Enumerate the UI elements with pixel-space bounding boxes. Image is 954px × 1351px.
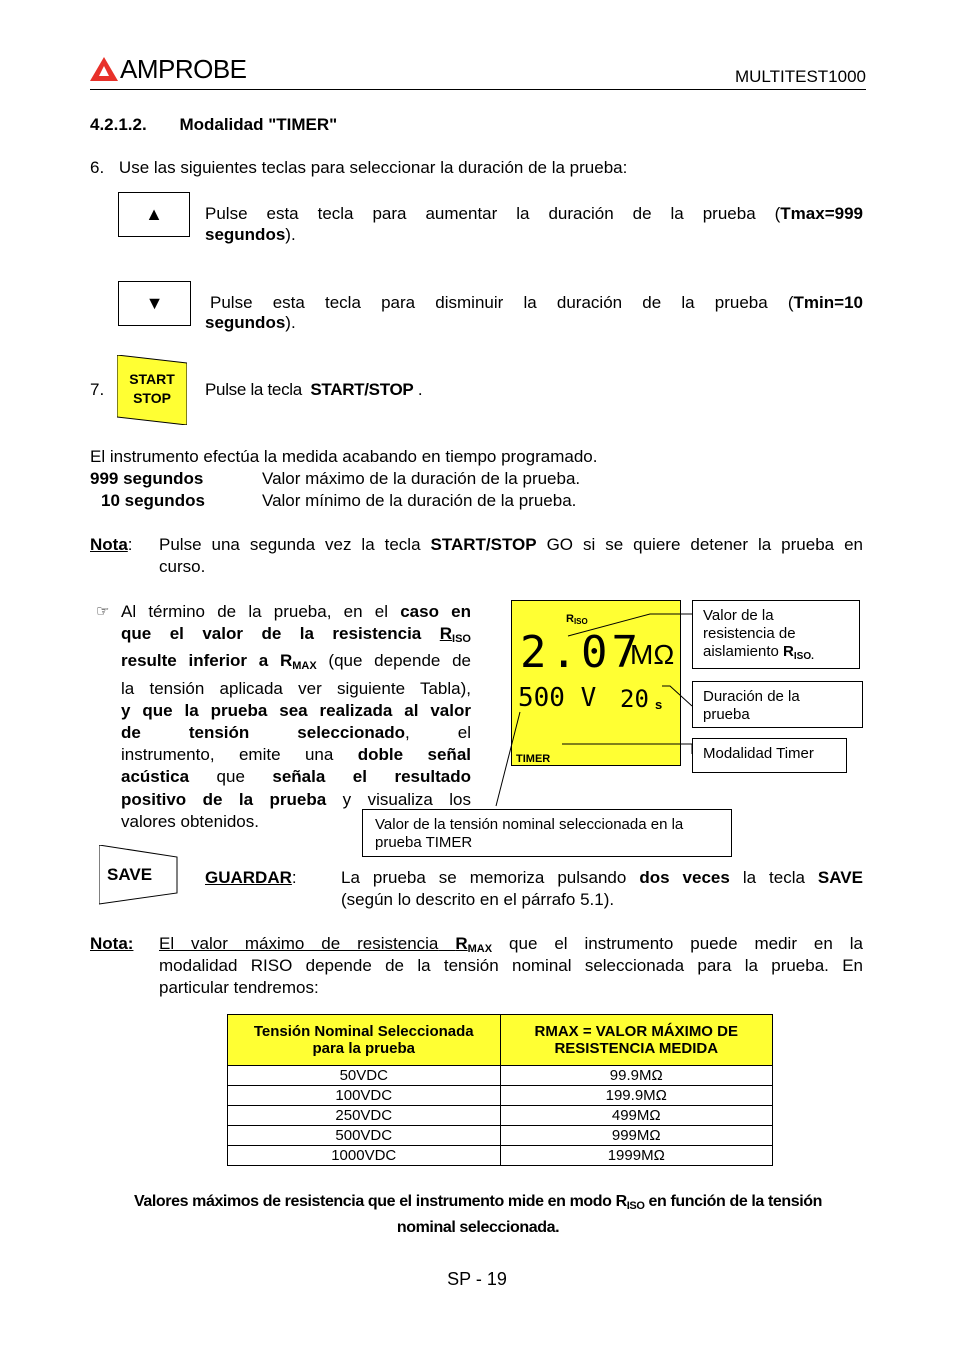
- section-title: Modalidad "TIMER": [179, 115, 338, 134]
- brand-name: AMPROBE: [120, 54, 247, 84]
- cell-rmax: 1999MΩ: [500, 1146, 773, 1166]
- result-row2-label: 10 segundos: [101, 491, 205, 510]
- table-header-voltage: Tensión Nominal Seleccionada para la prueba: [228, 1015, 501, 1066]
- lcd-riso-label: $R_{ISO}$: [566, 613, 588, 626]
- cell-rmax: 99.9MΩ: [500, 1066, 773, 1086]
- result-text: El instrumento efectúa la medida acabando en tiempo programado.: [90, 447, 598, 466]
- lcd-time: 20: [620, 685, 649, 713]
- result-row1-text: Valor máximo de la duración de la prueba.: [262, 469, 581, 488]
- lcd-resistance-value: 2.07: [520, 627, 642, 678]
- cell-voltage: 250VDC: [228, 1106, 501, 1126]
- pointing-hand-icon: ☞: [96, 603, 110, 620]
- note-2-line3: particular tendremos:: [159, 978, 319, 997]
- table-row: [228, 1106, 773, 1126]
- note-1-text-2: curso.: [159, 557, 206, 576]
- note-1-label: Nota:: [90, 535, 133, 554]
- rmax-table: [227, 1014, 773, 1166]
- model-name: MULTITEST1000: [734, 67, 866, 86]
- table-caption: Valores máximos de resistencia que el instrumento mide en modo $R_{ISO}$ en función de la tensión nominal seleccionada.: [133, 1193, 823, 1236]
- save-text: La prueba se memoriza pulsando dos veces la tecla SAVE: [341, 868, 863, 887]
- cell-rmax: 199.9MΩ: [500, 1086, 773, 1106]
- note-2-line2: modalidad RISO depende de la tensión nominal seleccionada para la prueba. En: [159, 956, 863, 975]
- lcd-voltage: 500 V: [518, 683, 597, 713]
- cell-voltage: 500VDC: [228, 1126, 501, 1146]
- step-6-text: Use las siguientes teclas para seleccionar la duración de la prueba:: [118, 158, 628, 177]
- bullet-paragraph: Al término de la prueba, en el caso en que el valor de la resistencia $R_{ISO}$ resulte inferior a $R_{MAX}$ (que depende de la tensión aplicada ver siguiente Tabla), y que la prueba sea realizada al valor de tensión seleccionado, el instrumento, emite una doble señal acústica que señala el resultado positivo de la prueba y visualiza los valores obtenidos.: [121, 602, 471, 831]
- step-7-number: 7.: [90, 380, 105, 399]
- table-row: [228, 1086, 773, 1106]
- page-number: SP - 19: [447, 1269, 507, 1289]
- note-2-label: Nota:: [90, 934, 134, 953]
- cell-rmax: 499MΩ: [500, 1106, 773, 1126]
- down-key-description-2: segundos).: [205, 313, 296, 332]
- table-row: [228, 1126, 773, 1146]
- callout-duration: Duración de la prueba: [692, 681, 863, 728]
- callout-voltage: Valor de la tensión nominal seleccionada en la prueba TIMER: [362, 809, 732, 857]
- down-arrow-icon: ▼: [145, 293, 164, 313]
- table-row: [228, 1066, 773, 1086]
- cell-rmax: 999MΩ: [500, 1126, 773, 1146]
- note-1-text: Pulse una segunda vez la tecla START/STOP GO si se quiere detener la prueba en: [159, 535, 863, 554]
- cell-voltage: 1000VDC: [228, 1146, 501, 1166]
- section-number: 4.2.1.2.: [90, 115, 147, 134]
- start-stop-key-label: START STOP: [129, 371, 175, 406]
- result-row2-text: Valor mínimo de la duración de la prueba.: [262, 491, 577, 510]
- step-7-text: Pulse la tecla START/STOP .: [205, 380, 423, 399]
- down-key-description: Pulse esta tecla para disminuir la duración de la prueba (Tmin=10: [210, 293, 863, 312]
- table-row: [228, 1146, 773, 1166]
- up-key-description: Pulse esta tecla para aumentar la duración de la prueba (Tmax=999: [205, 204, 863, 223]
- save-key[interactable]: [99, 845, 178, 905]
- callout-resistance: Valor de la resistencia de aislamiento $R_{ISO.}$: [692, 600, 860, 669]
- table-header-rmax: RMAX = VALOR MÁXIMO DE RESISTENCIA MEDIDA: [500, 1015, 773, 1066]
- result-row1-label: 999 segundos: [90, 469, 204, 488]
- save-text-2: (según lo descrito en el párrafo 5.1).: [341, 890, 615, 909]
- cell-voltage: 100VDC: [228, 1086, 501, 1106]
- lcd-mode: TIMER: [516, 753, 551, 765]
- up-arrow-icon: ▲: [145, 204, 163, 224]
- note-2-line1: El valor máximo de resistencia $R_{MAX}$ que el instrumento puede medir en la: [159, 934, 863, 955]
- lcd-time-unit: s: [655, 697, 663, 712]
- cell-voltage: 50VDC: [228, 1066, 501, 1086]
- save-label: GUARDAR:: [205, 868, 297, 887]
- up-key-description-2: segundos).: [205, 225, 296, 244]
- callout-mode: Modalidad Timer: [692, 738, 847, 773]
- step-6-number: 6.: [90, 158, 105, 177]
- save-key-label: SAVE: [107, 865, 153, 884]
- lcd-resistance-unit: MΩ: [630, 639, 675, 670]
